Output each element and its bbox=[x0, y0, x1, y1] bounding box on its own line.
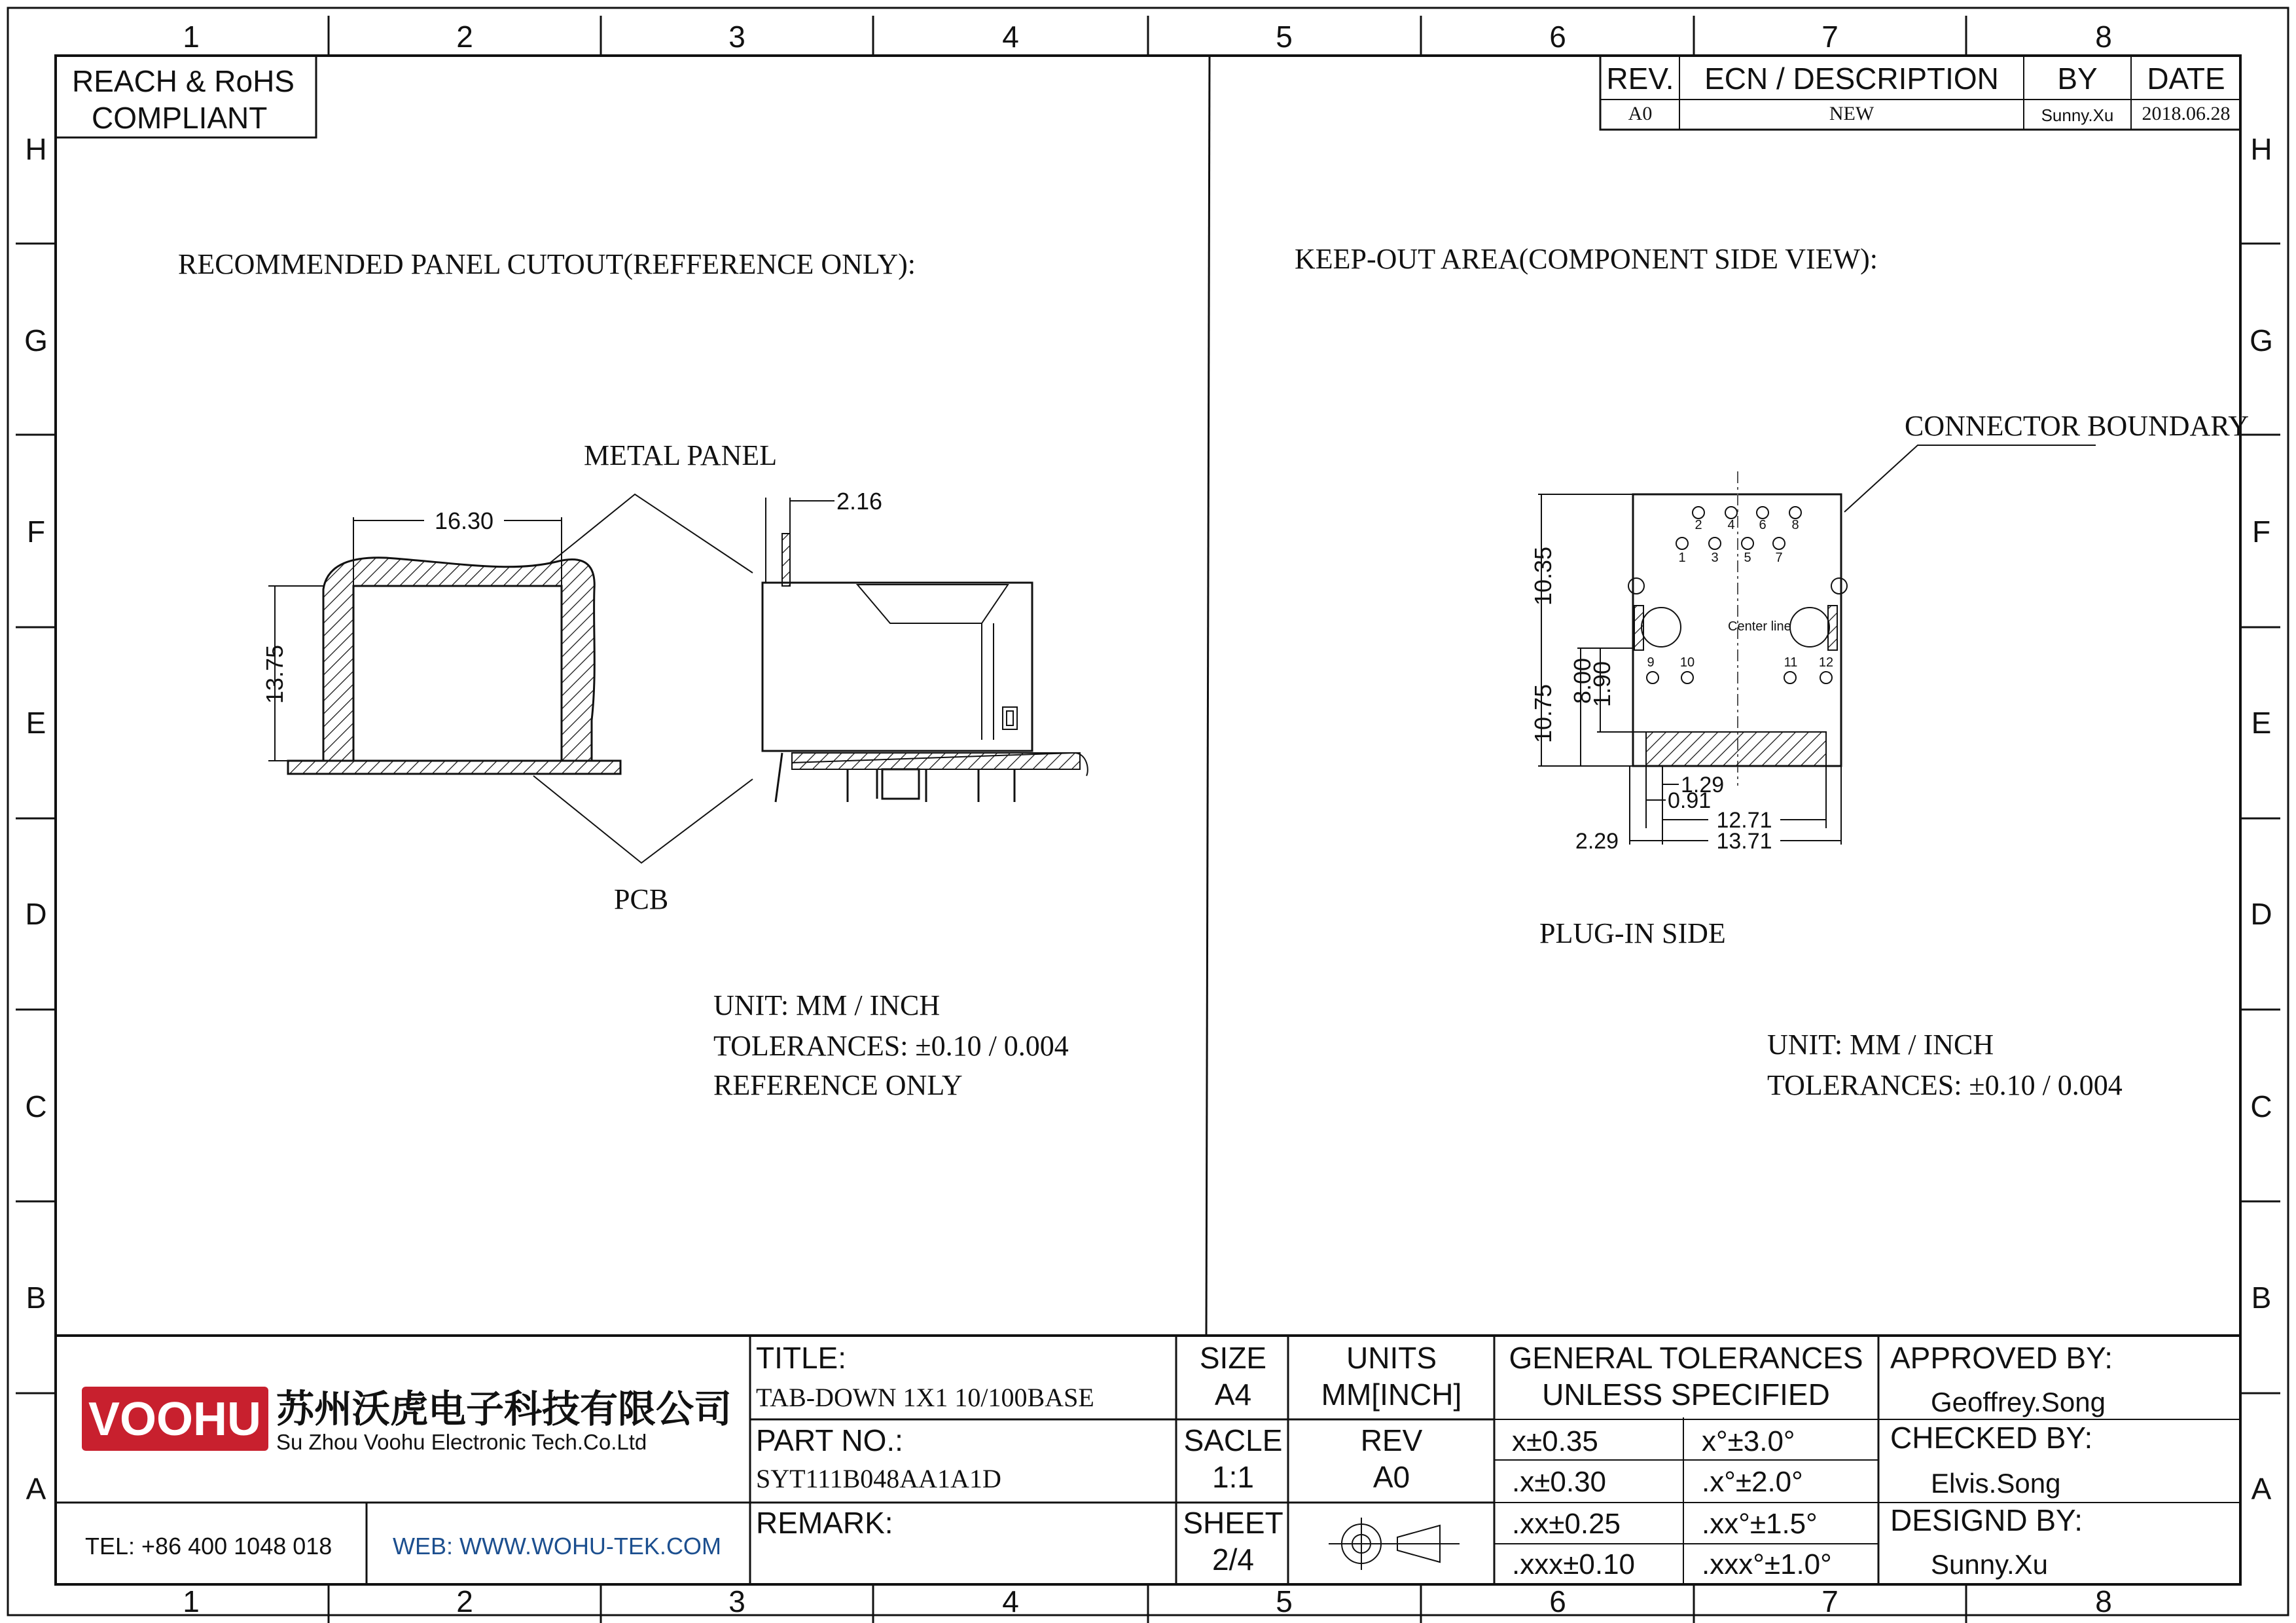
col-label: 6 bbox=[1549, 20, 1566, 54]
col-label: 7 bbox=[1821, 20, 1839, 54]
projection-symbol bbox=[1329, 1518, 1460, 1570]
revision-table bbox=[1600, 56, 2240, 130]
sheet-label: SHEET bbox=[1183, 1506, 1283, 1540]
pcb-label: PCB bbox=[614, 883, 669, 915]
by-header: BY bbox=[2057, 62, 2098, 96]
row-label: C bbox=[25, 1089, 47, 1123]
ecn-header: ECN / DESCRIPTION bbox=[1704, 62, 1999, 96]
row-label: D bbox=[25, 897, 47, 931]
tol-linear: .x±0.30 bbox=[1512, 1466, 1607, 1498]
row-label: B bbox=[26, 1281, 46, 1315]
row-label: H bbox=[2250, 132, 2272, 166]
right-view bbox=[1295, 243, 2249, 1101]
web: WEB: WWW.WOHU-TEK.COM bbox=[393, 1533, 721, 1559]
left-heading: RECOMMENDED PANEL CUTOUT(REFFERENCE ONLY): bbox=[178, 248, 916, 280]
row-label: A bbox=[26, 1472, 46, 1506]
row-label: G bbox=[2250, 323, 2273, 357]
pin-label: 7 bbox=[1775, 551, 1783, 565]
rev-value: A0 bbox=[1628, 103, 1653, 124]
date-value: 2018.06.28 bbox=[2142, 103, 2231, 124]
view-divider bbox=[1206, 56, 1210, 1336]
col-label: 8 bbox=[2095, 1584, 2112, 1618]
checked-value: Elvis.Song bbox=[1931, 1468, 2061, 1499]
panel-cutout bbox=[323, 558, 594, 761]
designed-label: DESIGND BY: bbox=[1890, 1503, 2083, 1537]
ecn-value: NEW bbox=[1829, 103, 1874, 124]
col-label: 5 bbox=[1276, 1584, 1293, 1618]
pin-label: 5 bbox=[1744, 551, 1751, 565]
checked-label: CHECKED BY: bbox=[1890, 1421, 2093, 1455]
tolerance-title-1: GENERAL TOLERANCES bbox=[1509, 1341, 1863, 1375]
size-label: SIZE bbox=[1199, 1341, 1267, 1375]
right-heading: KEEP-OUT AREA(COMPONENT SIDE VIEW): bbox=[1295, 243, 1878, 275]
left-view bbox=[178, 248, 1088, 1101]
col-label: 7 bbox=[1821, 1584, 1839, 1618]
dim-12-71: 12.71 bbox=[1716, 808, 1772, 833]
remark-label: REMARK: bbox=[756, 1506, 893, 1540]
col-label: 1 bbox=[183, 1584, 200, 1618]
metal-panel-label: METAL PANEL bbox=[584, 439, 778, 471]
tol-linear: .xx±0.25 bbox=[1512, 1508, 1621, 1540]
center-line-label: Center line bbox=[1728, 619, 1791, 634]
company-name-cn: 苏州沃虎电子科技有限公司 bbox=[276, 1388, 732, 1431]
rev-label: REV bbox=[1360, 1423, 1423, 1457]
col-label: 5 bbox=[1276, 20, 1293, 54]
pin-label: 4 bbox=[1727, 518, 1735, 532]
row-label: A bbox=[2251, 1472, 2272, 1506]
pin-label: 2 bbox=[1695, 518, 1702, 532]
row-label: D bbox=[2250, 897, 2272, 931]
units-value: MM[INCH] bbox=[1321, 1377, 1462, 1412]
row-label: F bbox=[2251, 515, 2271, 549]
col-label: 8 bbox=[2095, 20, 2112, 54]
part-value: SYT111B048AA1A1D bbox=[756, 1464, 1001, 1493]
approved-value: Geoffrey.Song bbox=[1931, 1387, 2106, 1417]
company-logo-text: VOOHU bbox=[88, 1393, 262, 1446]
pin-label: 8 bbox=[1791, 518, 1799, 532]
designed-value: Sunny.Xu bbox=[1931, 1549, 2049, 1580]
dim-8-00: 8.00 bbox=[1569, 657, 1596, 704]
row-label: E bbox=[26, 706, 46, 740]
compliance-line1: REACH & RoHS bbox=[72, 64, 295, 98]
col-label: 2 bbox=[456, 20, 473, 54]
row-label: H bbox=[25, 132, 47, 166]
pin-label: 3 bbox=[1711, 551, 1719, 565]
date-header: DATE bbox=[2147, 62, 2225, 96]
tol-angular: .xxx°±1.0° bbox=[1702, 1548, 1832, 1580]
right-note-1: UNIT: MM / INCH bbox=[1767, 1029, 1994, 1061]
col-label: 3 bbox=[728, 20, 745, 54]
title-value: TAB-DOWN 1X1 10/100BASE bbox=[756, 1383, 1094, 1412]
scale-value: 1:1 bbox=[1212, 1460, 1254, 1494]
col-label: 3 bbox=[728, 1584, 745, 1618]
by-value: Sunny.Xu bbox=[2041, 105, 2114, 125]
tol-angular: x°±3.0° bbox=[1702, 1425, 1795, 1457]
tol-angular: .x°±2.0° bbox=[1702, 1466, 1803, 1498]
rev-value-tb: A0 bbox=[1372, 1460, 1410, 1494]
pcb-strip-left bbox=[288, 761, 620, 774]
pin-label: 1 bbox=[1678, 551, 1686, 565]
pin-label: 6 bbox=[1759, 518, 1767, 532]
part-label: PART NO.: bbox=[756, 1423, 903, 1457]
tol-linear: .xxx±0.10 bbox=[1512, 1548, 1636, 1580]
title-label: TITLE: bbox=[756, 1341, 847, 1375]
col-label: 1 bbox=[183, 20, 200, 54]
units-label: UNITS bbox=[1346, 1341, 1437, 1375]
sheet-value: 2/4 bbox=[1212, 1542, 1254, 1577]
keep-out-area bbox=[1646, 732, 1826, 766]
tol-linear: x±0.35 bbox=[1512, 1425, 1598, 1457]
tel: TEL: +86 400 1048 018 bbox=[85, 1533, 332, 1559]
pin-label: 11 bbox=[1784, 655, 1798, 670]
left-note-3: REFERENCE ONLY bbox=[713, 1069, 963, 1101]
plug-side-label: PLUG-IN SIDE bbox=[1539, 917, 1726, 949]
dim-13-71: 13.71 bbox=[1716, 829, 1772, 854]
row-label: C bbox=[2250, 1089, 2272, 1123]
tolerance-title-2: UNLESS SPECIFIED bbox=[1542, 1377, 1830, 1412]
pin-label: 9 bbox=[1647, 655, 1655, 670]
tol-angular: .xx°±1.5° bbox=[1702, 1508, 1818, 1540]
col-label: 2 bbox=[456, 1584, 473, 1618]
dim-10-75: 10.75 bbox=[1530, 684, 1556, 744]
dim-13-75: 13.75 bbox=[261, 644, 288, 704]
pin-label: 12 bbox=[1818, 655, 1834, 670]
dim-2-29: 2.29 bbox=[1575, 829, 1619, 854]
dim-1-29: 1.29 bbox=[1681, 773, 1725, 797]
right-note-2: TOLERANCES: ±0.10 / 0.004 bbox=[1767, 1069, 2123, 1101]
left-note-2: TOLERANCES: ±0.10 / 0.004 bbox=[713, 1030, 1069, 1062]
scale-label: SACLE bbox=[1183, 1423, 1283, 1457]
row-label: B bbox=[2251, 1281, 2272, 1315]
left-note-1: UNIT: MM / INCH bbox=[713, 989, 941, 1021]
col-label: 6 bbox=[1549, 1584, 1566, 1618]
company-name-en: Su Zhou Voohu Electronic Tech.Co.Ltd bbox=[276, 1430, 647, 1454]
metal-panel-tab bbox=[782, 534, 790, 586]
compliance-box bbox=[56, 56, 316, 137]
dim-1-90: 1.90 bbox=[1588, 661, 1615, 708]
dim-16-30: 16.30 bbox=[434, 507, 494, 534]
dim-0-91: 0.91 bbox=[1668, 788, 1712, 813]
boundary-label: CONNECTOR BOUNDARY bbox=[1905, 410, 2250, 442]
pin-label: 10 bbox=[1679, 655, 1695, 670]
rev-header: REV. bbox=[1606, 62, 1674, 96]
size-value: A4 bbox=[1214, 1377, 1252, 1412]
col-label: 4 bbox=[1002, 20, 1019, 54]
dim-2-16: 2.16 bbox=[836, 488, 883, 515]
col-label: 4 bbox=[1002, 1584, 1019, 1618]
title-block bbox=[56, 1336, 2240, 1584]
dim-10-35: 10.35 bbox=[1530, 546, 1556, 606]
row-label: G bbox=[24, 323, 48, 357]
approved-label: APPROVED BY: bbox=[1890, 1341, 2113, 1375]
row-label: E bbox=[2251, 706, 2272, 740]
compliance-line2: COMPLIANT bbox=[92, 101, 268, 135]
row-label: F bbox=[26, 515, 46, 549]
